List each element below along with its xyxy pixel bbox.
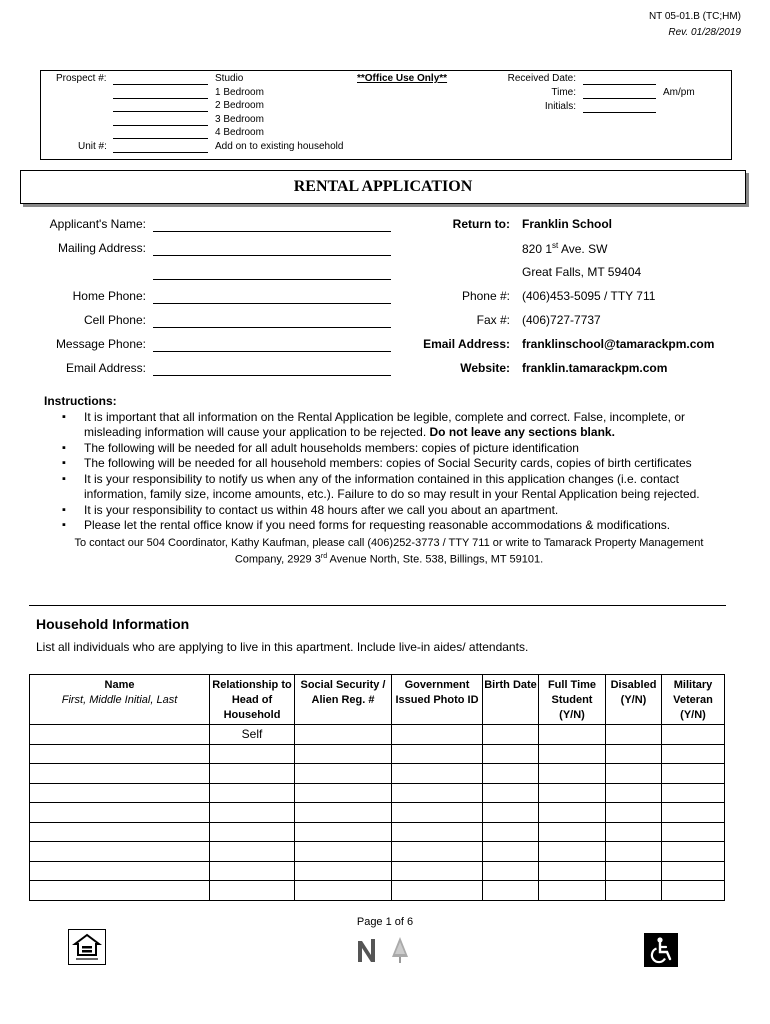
list-item: ▪ It is important that all information on the Rental Application be legible, complete and correct. False, incomplete, or misleading information will cause your application to be rejected. Do not leave any sections blank. (84, 410, 734, 441)
return-to-name: Franklin School (522, 217, 613, 231)
table-row (30, 764, 725, 784)
message-phone-field[interactable] (153, 337, 391, 352)
section-divider (29, 605, 726, 606)
message-phone-label: Message Phone: (55, 337, 146, 351)
table-row (30, 881, 725, 901)
table-row (30, 744, 725, 764)
time-label: Time: (551, 87, 576, 98)
phone-value: (406)453-5095 / TTY 711 (522, 289, 656, 303)
cell-phone-field[interactable] (153, 313, 391, 328)
return-to-city: Great Falls, MT 59404 (522, 265, 642, 279)
unit-type: 2 Bedroom (215, 100, 264, 111)
form-code: NT 05-01.B (TC;HM) (648, 11, 741, 22)
phone-label: Phone #: (461, 289, 510, 303)
prospect-line-3[interactable] (113, 111, 208, 112)
received-date-line[interactable] (583, 84, 656, 85)
table-header-row (30, 675, 725, 725)
applicant-name-field[interactable] (153, 217, 391, 232)
table-row (30, 842, 725, 862)
mailing-address-field-2[interactable] (153, 265, 391, 280)
received-date-label: Received Date: (507, 73, 576, 84)
household-table (29, 674, 725, 901)
cell-phone-label: Cell Phone: (83, 313, 146, 327)
col-birth-date: Birth Date (483, 675, 539, 725)
instructions-heading: Instructions: (44, 394, 117, 408)
col-ssn: Social Security / Alien Reg. # (295, 675, 392, 725)
instructions-list (44, 410, 734, 534)
home-phone-label: Home Phone: (72, 289, 146, 303)
email-label: Email Address: (423, 337, 510, 351)
applicant-name-label: Applicant's Name: (49, 217, 146, 231)
prospect-label: Prospect #: (56, 73, 107, 84)
table-row (30, 725, 725, 745)
tamarack-logo-icon (356, 935, 416, 965)
col-disabled: Disabled (Y/N) (606, 675, 662, 725)
unit-line[interactable] (113, 152, 208, 153)
unit-type: 3 Bedroom (215, 113, 264, 125)
revision-date: Rev. 01/28/2019 (668, 27, 741, 38)
list-item: ▪ Please let the rental office know if you need forms for requesting reasonable accommodations & modifications. (84, 518, 734, 534)
email-value[interactable]: franklinschool@tamarackpm.com (522, 337, 715, 351)
initials-line[interactable] (583, 112, 656, 113)
unit-type: Add on to existing household (215, 140, 344, 152)
page-title: RENTAL APPLICATION (293, 178, 473, 195)
household-title: Household Information (36, 616, 190, 632)
initials-label: Initials: (544, 101, 576, 112)
col-name: Name First, Middle Initial, Last (30, 675, 210, 725)
col-gov-id: Government Issued Photo ID (392, 675, 483, 725)
mailing-address-label: Mailing Address: (57, 241, 146, 255)
page-number: Page 1 of 6 (356, 916, 414, 928)
table-row (30, 861, 725, 881)
return-to-label: Return to: (452, 217, 510, 231)
unit-label: Unit #: (78, 141, 107, 152)
fax-value: (406)727-7737 (522, 313, 601, 327)
am-pm-label: Am/pm (663, 87, 695, 98)
list-item: ▪ The following will be needed for all household members: copies of Social Security cards, copies of birth certificates (84, 456, 734, 472)
title-box (20, 170, 746, 204)
table-row (30, 822, 725, 842)
relationship-self: Self (210, 725, 295, 745)
table-row (30, 803, 725, 823)
unit-types-list (215, 72, 343, 153)
fax-label: Fax #: (476, 313, 510, 327)
website-value[interactable]: franklin.tamarackpm.com (522, 361, 668, 375)
household-subtitle: List all individuals who are applying to live in this apartment. Include live-in aides/ attendants. (36, 640, 529, 654)
website-label: Website: (460, 361, 510, 375)
col-student: Full Time Student (Y/N) (539, 675, 606, 725)
wheelchair-icon (644, 933, 678, 967)
list-item: ▪ The following will be needed for all adult households members: copies of picture identification (84, 441, 734, 457)
unit-type: 4 Bedroom (215, 127, 264, 138)
contact-504: To contact our 504 Coordinator, Kathy Kaufman, please call (406)252-3773 / TTY 711 or write to Tamarack Property Management Company, 2929 3rd Avenue North, Ste. 538, Billings, MT 59101. (74, 536, 704, 566)
unit-type: 1 Bedroom (215, 86, 264, 98)
col-relationship: Relationship to Head of Household (210, 675, 295, 725)
email-address-field[interactable] (153, 361, 391, 376)
return-to-street: 820 1st Ave. SW (522, 241, 608, 256)
email-address-label: Email Address: (65, 361, 146, 375)
mailing-address-field[interactable] (153, 241, 391, 256)
prospect-line-5[interactable] (113, 138, 208, 139)
prospect-line-2[interactable] (113, 98, 208, 99)
home-phone-field[interactable] (153, 289, 391, 304)
instructions (44, 394, 734, 566)
list-item: ▪ It is your responsibility to notify us when any of the information contained in this application changes (i.e. contact information, family size, income amounts, etc.). Failure to do so may result in your Rental Application being rejected. (84, 472, 734, 503)
equal-housing-icon (68, 929, 106, 965)
prospect-line-4[interactable] (113, 125, 208, 126)
office-use-only-label: **Office Use Only** (357, 73, 448, 84)
table-row (30, 783, 725, 803)
list-item: ▪ It is your responsibility to contact us within 48 hours after we call you about an apartment. (84, 503, 734, 519)
col-military: Military Veteran (Y/N) (662, 675, 725, 725)
time-line[interactable] (583, 98, 656, 99)
prospect-line-1[interactable] (113, 84, 208, 85)
unit-type: Studio (215, 73, 244, 84)
